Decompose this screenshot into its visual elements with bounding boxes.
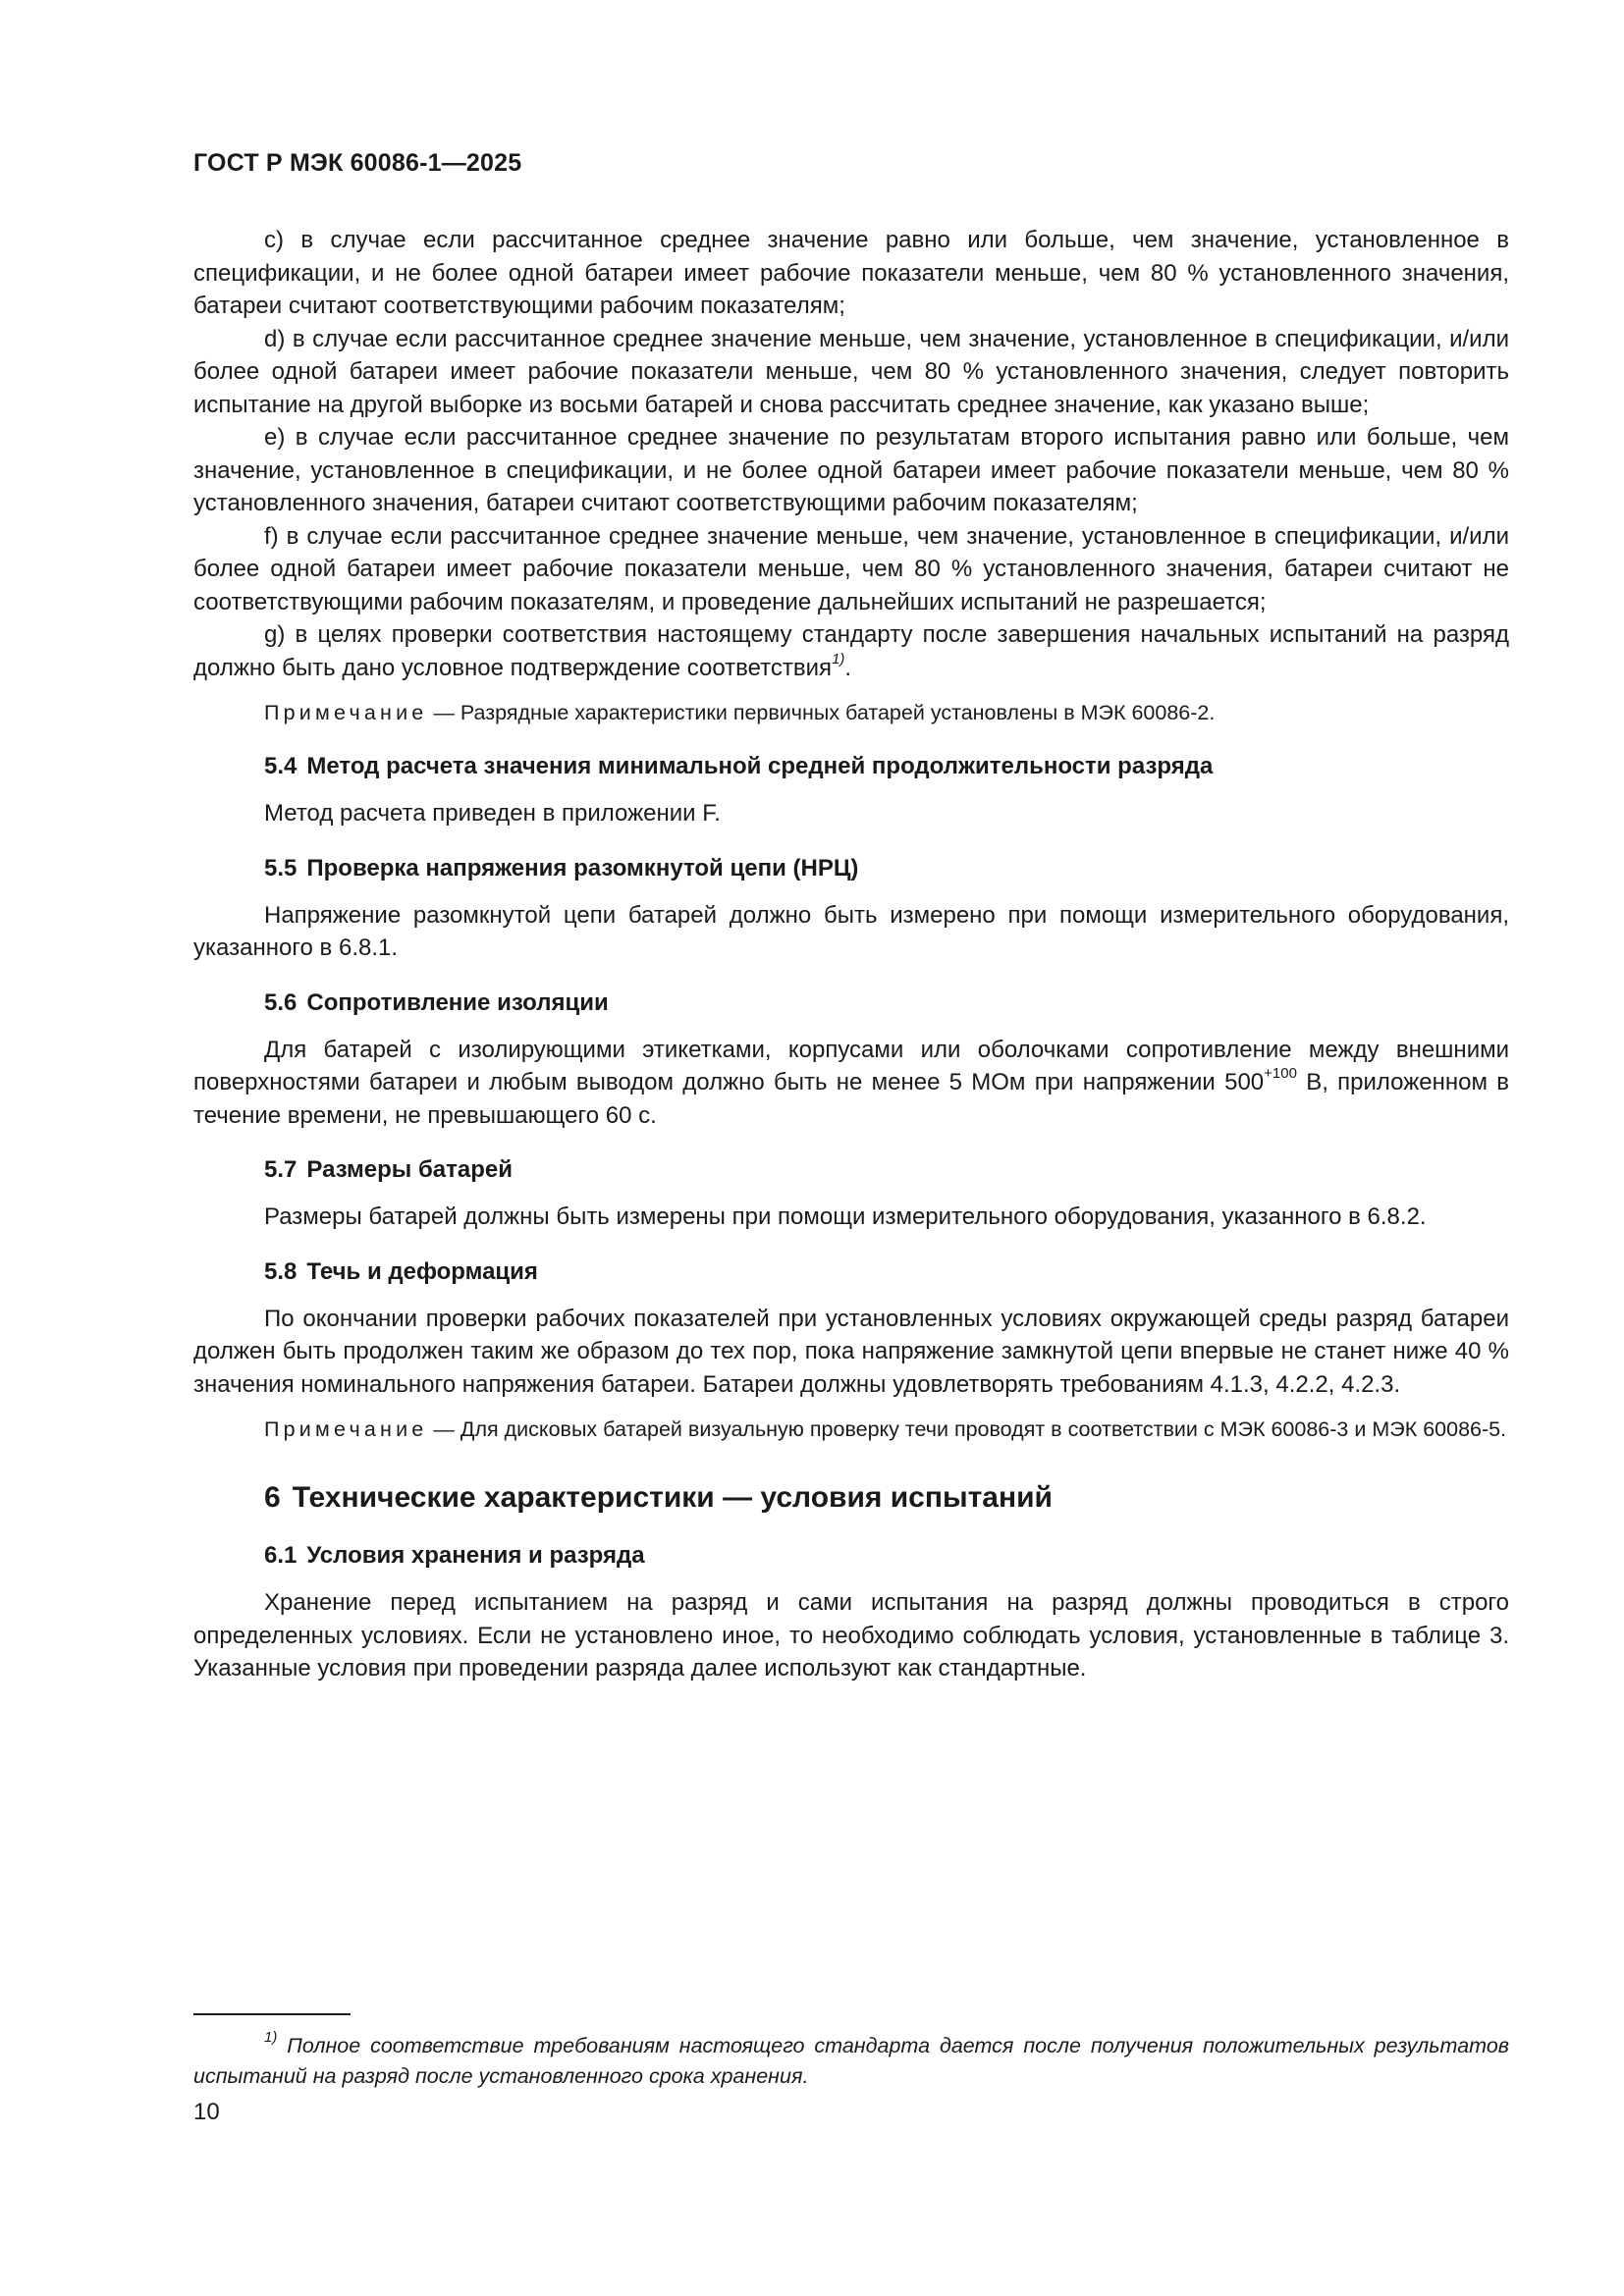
heading-6-1 [264,1539,1509,1573]
note-text: Разрядные характеристики первичных батарей установлены в МЭК 60086-2. [460,701,1216,724]
heading-title: Условия хранения и разряда [306,1542,645,1569]
page-content [193,224,1509,1685]
list-item-e: e) в случае если рассчитанное среднее значение по результатам второго испытания равно или больше, чем значение, установленное в спецификации, и не более одной батареи имеет рабочие показатели меньше, чем 80 % установленного значения, батареи считают соответствующими рабочим показателям; [193,424,1509,516]
heading-title: Метод расчета значения минимальной средней продолжительности разряда [306,753,1214,779]
heading-title: Технические характеристики — условия испытаний [292,1481,1053,1514]
footnote-divider [193,2013,351,2015]
paragraph-6-1: Хранение перед испытанием на разряд и сами испытания на разряд должны проводиться в строго определенных условиях. Если не установлено иное, то необходимо соблюдать условия, установленные в таблице 3. Указанные условия при проведении разряда далее используют как стандартные. [193,1589,1509,1682]
heading-5-4 [264,750,1509,783]
voltage-tolerance-superscript: +100 [1264,1065,1297,1082]
heading-number: 6 [264,1481,281,1514]
list-item-c: c) в случае если рассчитанное среднее значение равно или больше, чем значение, установленное в спецификации, и не более одной батареи имеет рабочие показатели меньше, чем 80 % установленного значения, батареи считают соответствующими рабочим показателям; [193,227,1509,319]
list-item-g-text: g) в целях проверки соответствия настоящему стандарту после завершения начальных испытаний на разряд должно быть дано условное подтверждение соответствия [193,621,1509,681]
heading-5-5 [264,852,1509,885]
heading-title: Проверка напряжения разомкнутой цепи (НРЦ) [306,854,859,881]
note-dash: — [427,701,460,724]
note-discharge [193,698,1509,728]
list-item-g-end: . [844,654,852,681]
list-item-f: f) в случае если рассчитанное среднее значение меньше, чем значение, установленное в спецификации, и/или более одной батареи имеет рабочие показатели меньше, чем 80 % установленного значения, батареи считают не соответствующими рабочим показателям, и проведение дальнейших испытаний не разрешается; [193,522,1509,615]
note-dash: — [427,1417,460,1441]
footnote [193,2028,1509,2092]
paragraph-5-5: Напряжение разомкнутой цепи батарей должно быть измерено при помощи измерительного оборудования, указанного в 6.8.1. [193,901,1509,961]
page-number: 10 [193,2099,220,2125]
heading-number: 6.1 [264,1542,298,1569]
paragraph-5-8: По окончании проверки рабочих показателей при установленных условиях окружающей среды разряд батареи должен быть продолжен таким же образом до тех пор, пока напряжение замкнутой цепи впервые не станет ниже 40 % значения номинального напряжения батареи. Батареи должны удовлетворять требованиям 4.1.3, 4.2.2, 4.2.3. [193,1305,1509,1398]
heading-number: 5.5 [264,854,298,881]
paragraph-5-4: Метод расчета приведен в приложении F. [264,800,721,827]
heading-title: Размеры батарей [306,1156,513,1183]
heading-5-7 [264,1153,1509,1187]
note-label: Примечание [264,701,428,724]
note-label: Примечание [264,1417,428,1441]
paragraph-5-6 [193,1034,1509,1133]
paragraph-5-7: Размеры батарей должны быть измерены при помощи измерительного оборудования, указанного в 6.8.2. [264,1203,1427,1230]
footnote-marker: 1) [264,2028,278,2046]
footnote-text: Полное соответствие требованиям настоящего стандарта дается после получения положительных результатов испытаний на разряд после установленного срока хранения. [193,2034,1509,2088]
heading-5-8 [264,1255,1509,1289]
note-text: Для дисковых батарей визуальную проверку течи проводят в соответствии с МЭК 60086-3 и МЭК 60086-5. [460,1417,1507,1441]
footnote-reference[interactable]: 1) [832,650,845,667]
heading-5-6 [264,987,1509,1020]
heading-number: 5.8 [264,1257,298,1285]
document-header: ГОСТ Р МЭК 60086-1—2025 [193,149,522,177]
heading-number: 5.4 [264,753,298,779]
paragraph-5-6-end: В, приложенном в течение времени, не превышающего 60 с. [193,1069,1509,1129]
note-leakage [193,1415,1509,1445]
heading-number: 5.6 [264,988,298,1016]
paragraph-5-6-start: Для батарей с изолирующими этикетками, корпусами или оболочками сопротивление между внешними поверхностями батареи и любым выводом должно быть не менее 5 МОм при напряжении 500 [193,1036,1509,1095]
list-item-d: d) в случае если рассчитанное среднее значение меньше, чем значение, установленное в спецификации, и/или более одной батареи имеет рабочие показатели меньше, чем 80 % установленного значения, следует повторить испытание на другой выборке из восьми батарей и снова рассчитать среднее значение, как указано выше; [193,325,1509,418]
heading-title: Течь и деформация [306,1257,538,1285]
heading-6 [264,1478,1509,1518]
heading-number: 5.7 [264,1156,298,1183]
list-item-g [193,618,1509,684]
heading-title: Сопротивление изоляции [306,988,609,1016]
